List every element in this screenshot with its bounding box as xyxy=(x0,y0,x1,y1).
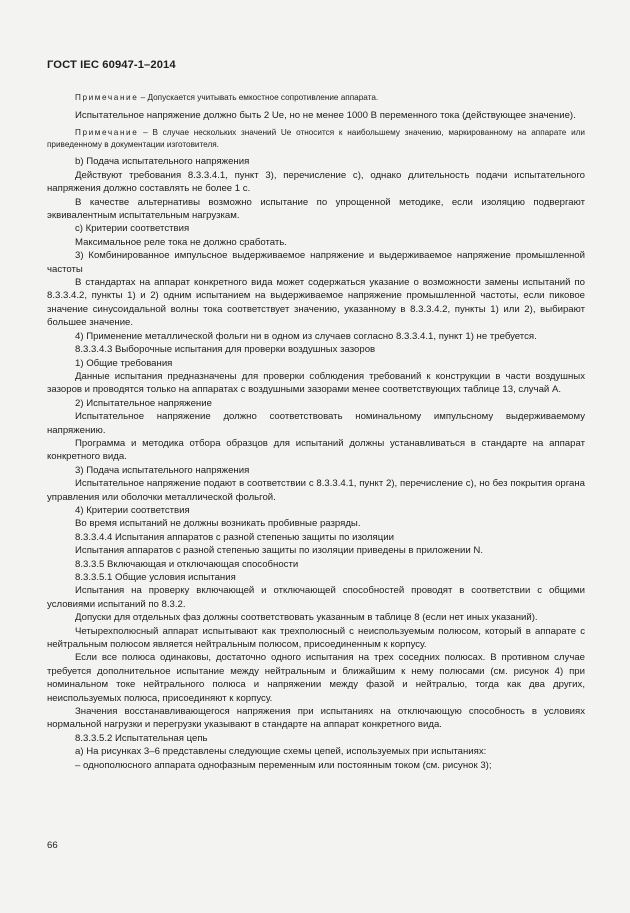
paragraph: Во время испытаний не должны возникать пробивные разряды. xyxy=(75,518,361,530)
paragraph: Данные испытания предназначены для проверки соблюдения требований к конструкции в части воздушных зазоров и проводятся только на аппаратах с воздушными зазорами менее соответствующих таблице 13, случай А. xyxy=(47,370,585,396)
paragraph: Четырехполюсный аппарат испытывают как трехполюсный с неиспользуемым полюсом, который в аппарате с нейтральным полюсом является нейтральным полюсом, присоединенным к корпусу. xyxy=(47,625,585,651)
paragraph: 3) Подача испытательного напряжения xyxy=(75,464,250,476)
document-body xyxy=(47,92,585,772)
page-number: 66 xyxy=(47,840,58,851)
paragraph: Испытательное напряжение подают в соответствии с 8.3.3.4.1, пункт 2), перечисление c), но без покрытия органа управления или оболочки металлической фольгой. xyxy=(47,478,585,503)
section-heading: 8.3.3.4.3 Выборочные испытания для проверки воздушных зазоров xyxy=(75,344,376,356)
paragraph: c) Критерии соответствия xyxy=(75,223,190,235)
paragraph: 2) Испытательное напряжение xyxy=(75,397,212,409)
section-heading: 8.3.3.4.4 Испытания аппаратов с разной степенью защиты по изоляции xyxy=(75,531,394,543)
page-header: ГОСТ IEC 60947-1–2014 xyxy=(47,59,176,71)
paragraph: Программа и методика отбора образцов для испытаний должны устанавливаться в стандарте на аппарат конкретного вида. xyxy=(47,437,585,463)
paragraph: В стандартах на аппарат конкретного вида может содержаться указание о возможности замены испытаний по 8.3.3.4.2, пункты 1) и 2) одним испытанием на выдерживаемое напряжение промышленной частоты, если пиковое значение синусоидальной волны тока соответствует значению, указанному в 8.3.3.4.2, пункты 1) или 2), выбирают большее значение. xyxy=(47,277,585,329)
paragraph: b) Подача испытательного напряжения xyxy=(75,156,250,168)
section-heading: 8.3.3.5.1 Общие условия испытания xyxy=(75,572,236,583)
section-heading: 8.3.3.5.2 Испытательная цепь xyxy=(75,732,208,744)
paragraph: 4) Критерии соответствия xyxy=(75,504,190,516)
paragraph: 4) Применение металлической фольги ни в одном из случаев согласно 8.3.3.4.1, пункт 1) не требуется. xyxy=(75,330,537,342)
paragraph: Максимальное реле тока не должно сработать. xyxy=(75,236,287,248)
paragraph: Испытания аппаратов с разной степенью защиты по изоляции приведены в приложении N. xyxy=(75,545,484,557)
paragraph: Испытательное напряжение должно быть 2 Ue, но не менее 1000 В переменного тока (действующее значение). xyxy=(75,110,576,121)
paragraph: Испытания на проверку включающей и отключающей способностей проводят в соответствии с общими условиями испытаний по 8.3.2. xyxy=(47,585,585,610)
paragraph: В качестве альтернативы возможно испытание по упрощенной методике, если изоляцию подвергают эквивалентным испытательным нагрузкам. xyxy=(47,196,585,222)
paragraph: 3) Комбинированное импульсное выдерживаемое напряжение и выдерживаемое напряжение промышленной частоты xyxy=(47,250,585,275)
paragraph: Испытательное напряжение должно соответствовать номинальному импульсному выдерживаемому напряжению. xyxy=(47,411,585,436)
paragraph: Значения восстанавливающегося напряжения при испытаниях на отключающую способность в условиях нормальной нагрузки и перегрузки указывают в стандарте на аппарат конкретного вида. xyxy=(47,706,585,731)
paragraph: Допуски для отдельных фаз должны соответствовать указанным в таблице 8 (если нет иных указаний). xyxy=(75,612,538,624)
section-heading: 8.3.3.5 Включающая и отключающая способности xyxy=(75,558,299,570)
note-paragraph: Примечание – В случае нескольких значений Ue относится к наибольшему значению, маркированному на аппарате или приведенному в документации изготовителя. xyxy=(47,128,585,150)
paragraph: Если все полюса одинаковы, достаточно одного испытания на трех соседних полюсах. В противном случае требуется дополнительное испытание между нейтральным и ближайшим к нему полюсами (см. рисунок 4) при номинальном токе нейтрального полюса и напряжении между фазой и нейтралью, тогда как два других, неиспользуемых полюса, присоединяют к корпусу. xyxy=(47,652,585,704)
list-item: – однополюсного аппарата однофазным переменным или постоянным током (см. рисунок 3); xyxy=(75,759,492,771)
note-paragraph: Примечание – Допускается учитывать емкостное сопротивление аппарата. xyxy=(75,93,379,102)
paragraph: 1) Общие требования xyxy=(75,357,173,369)
paragraph: Действуют требования 8.3.3.4.1, пункт 3), перечисление c), однако длительность подачи испытательного напряжения должно составлять не более 1 с. xyxy=(47,169,585,195)
paragraph: a) На рисунках 3–6 представлены следующие схемы цепей, используемых при испытаниях: xyxy=(75,746,487,758)
